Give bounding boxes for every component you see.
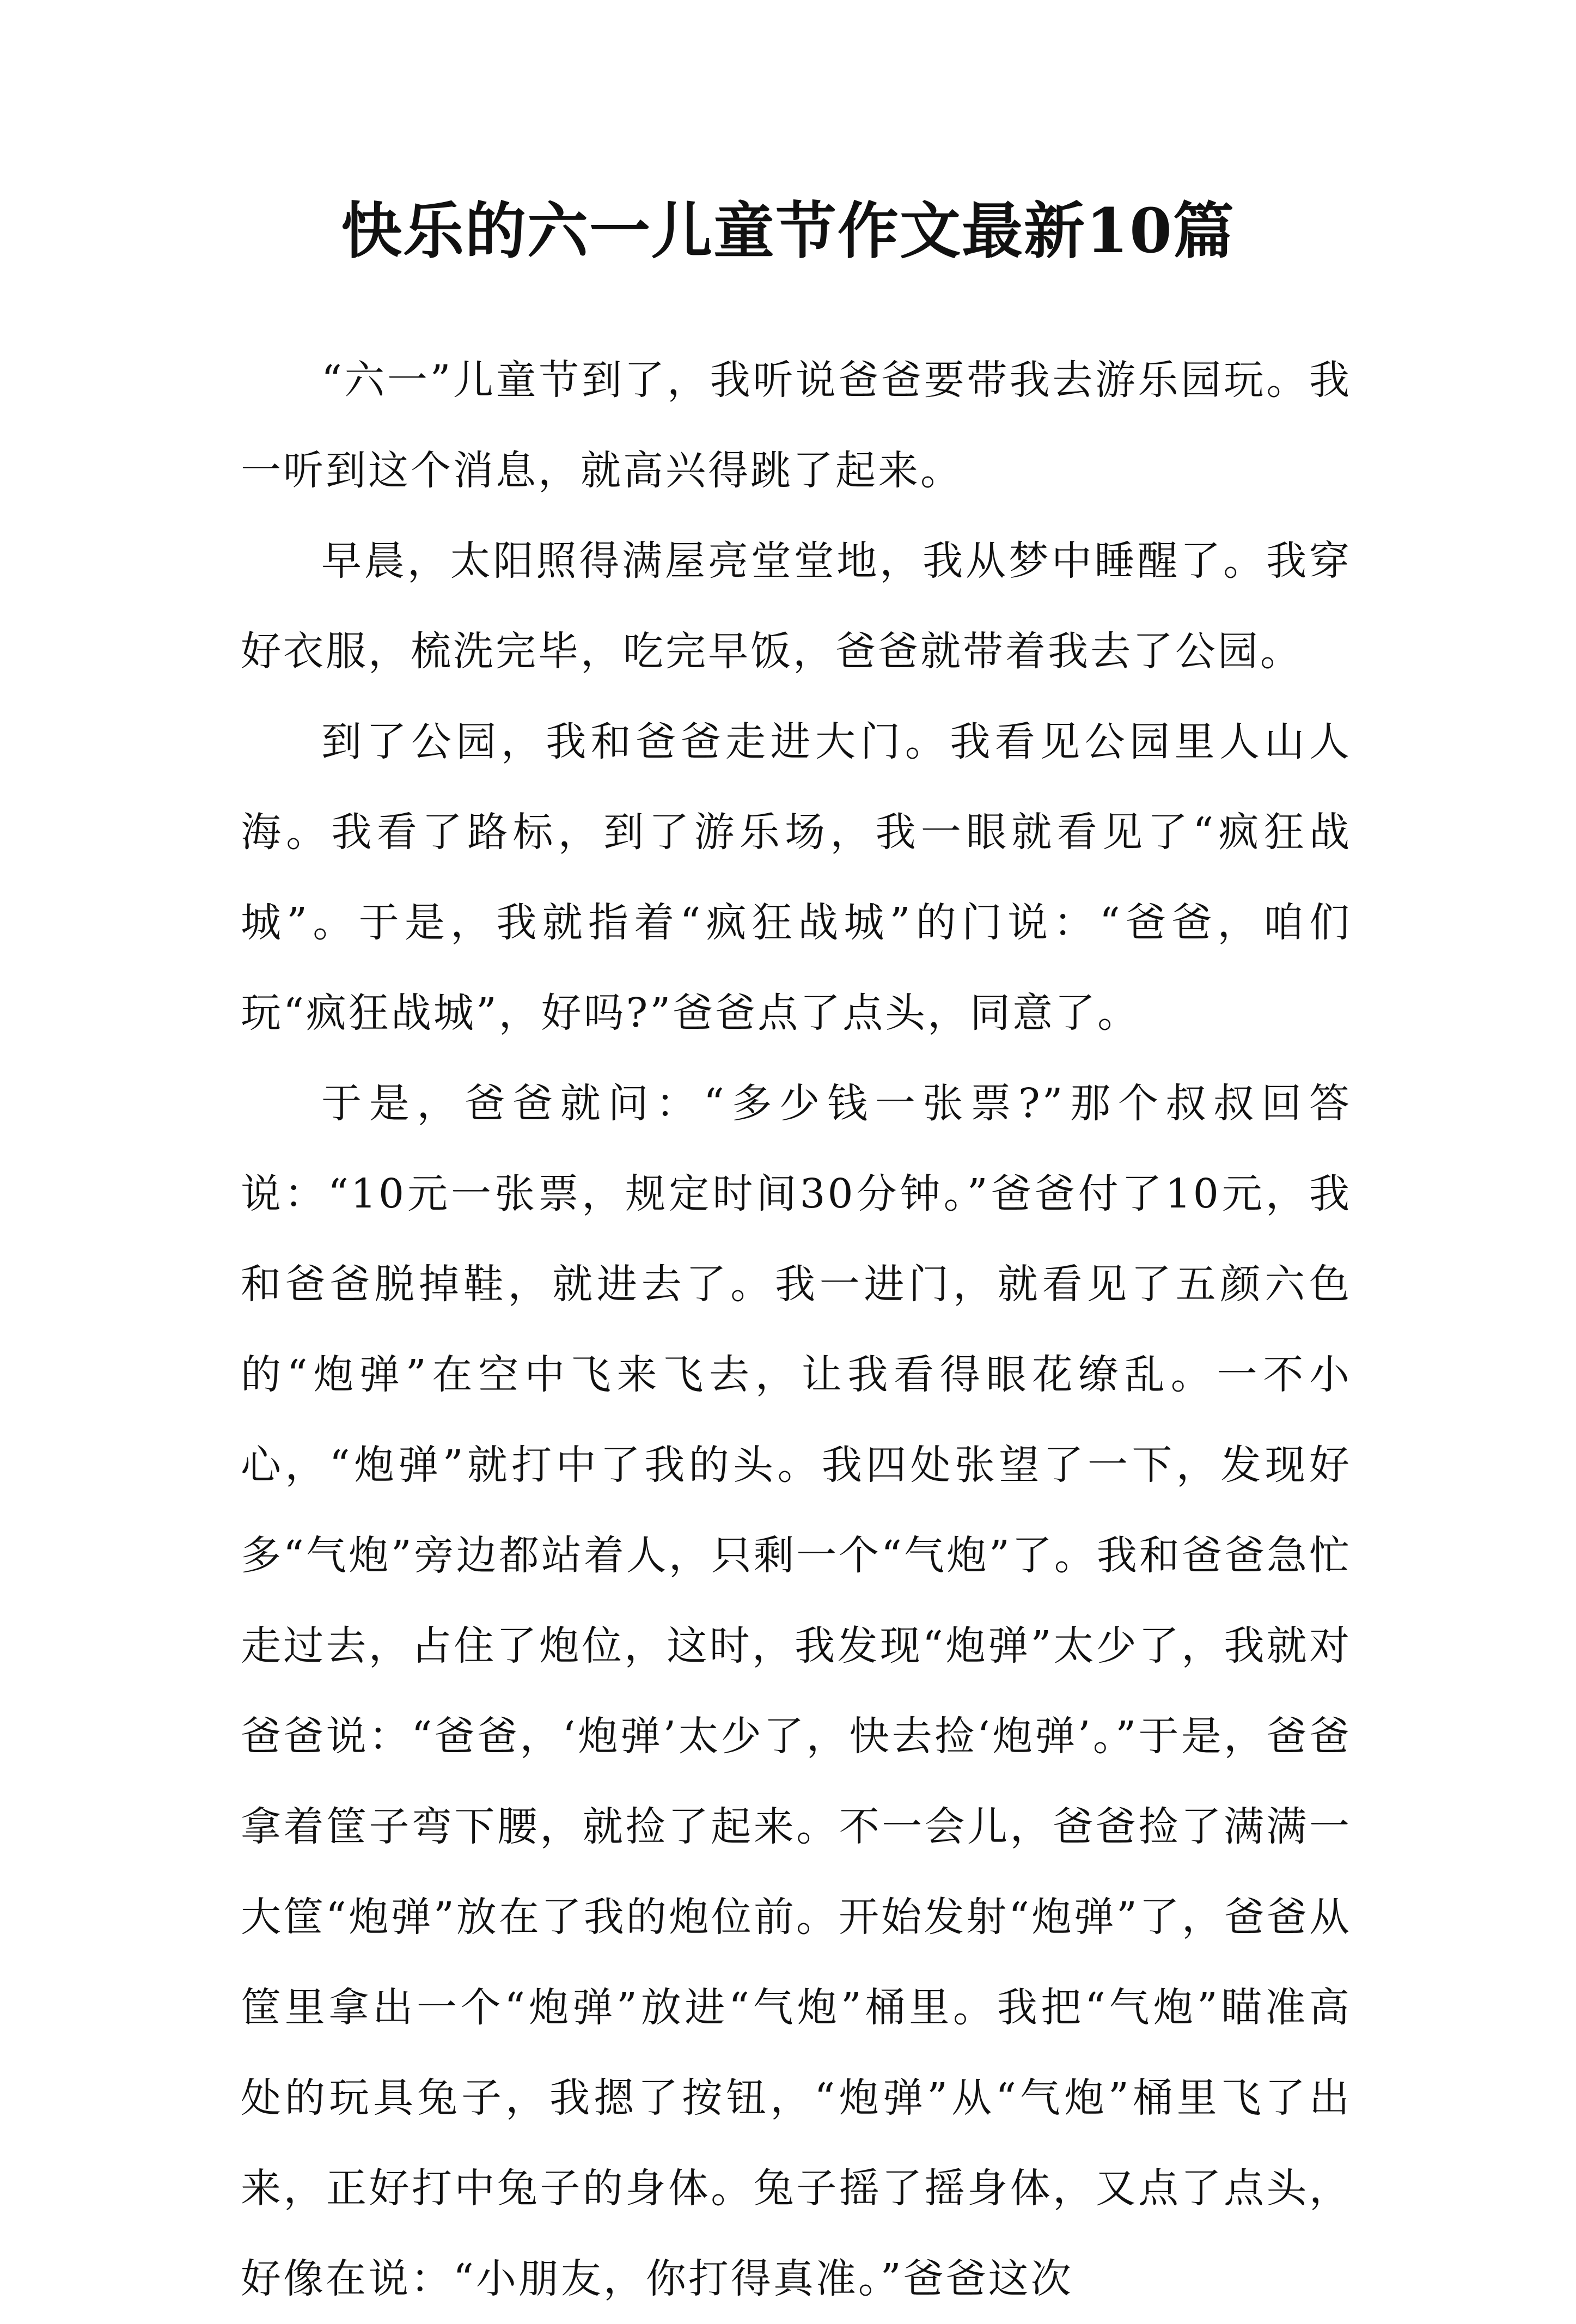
document-body [241,335,1352,2324]
paragraph-2: 早晨，太阳照得满屋亮堂堂地，我从梦中睡醒了。我穿好衣服，梳洗完毕，吃完早饭，爸爸就带着我去了公园。 [241,538,1352,675]
paragraph-3: 到了公园，我和爸爸走进大门。我看见公园里人山人海。我看了路标，到了游乐场，我一眼就看见了“疯狂战城”。于是，我就指着“疯狂战城”的门说：“爸爸，咱们玩“疯狂战城”，好吗?”爸爸点了点头，同意了。 [241,718,1352,1036]
paragraph-4: 于是，爸爸就问：“多少钱一张票?”那个叔叔回答说：“10元一张票，规定时间30分钟。”爸爸付了10元，我和爸爸脱掉鞋，就进去了。我一进门，就看见了五颜六色的“炮弹”在空中飞来飞去，让我看得眼花缭乱。一不小心，“炮弹”就打中了我的头。我四处张望了一下，发现好多“气炮”旁边都站着人，只剩一个“气炮”了。我和爸爸急忙走过去，占住了炮位，这时，我发现“炮弹”太少了，我就对爸爸说：“爸爸，‘炮弹’太少了，快去捡‘炮弹’。”于是，爸爸拿着筐子弯下腰，就捡了起来。不一会儿，爸爸捡了满满一大筐“炮弹”放在了我的炮位前。开始发射“炮弹”了，爸爸从筐里拿出一个“炮弹”放进“气炮”桶里。我把“气炮”瞄准高处的玩具兔子，我摁了按钮，“炮弹”从“气炮”桶里飞了出来，正好打中兔子的身体。兔子摇了摇身体，又点了点头，好像在说：“小朋友，你打得真准。”爸爸这次 [241,1080,1352,2302]
document-title: 快乐的六一儿童节作文最新10篇 [341,196,1235,267]
paragraph-1: “六一”儿童节到了，我听说爸爸要带我去游乐园玩。我一听到这个消息，就高兴得跳了起来。 [241,357,1352,494]
